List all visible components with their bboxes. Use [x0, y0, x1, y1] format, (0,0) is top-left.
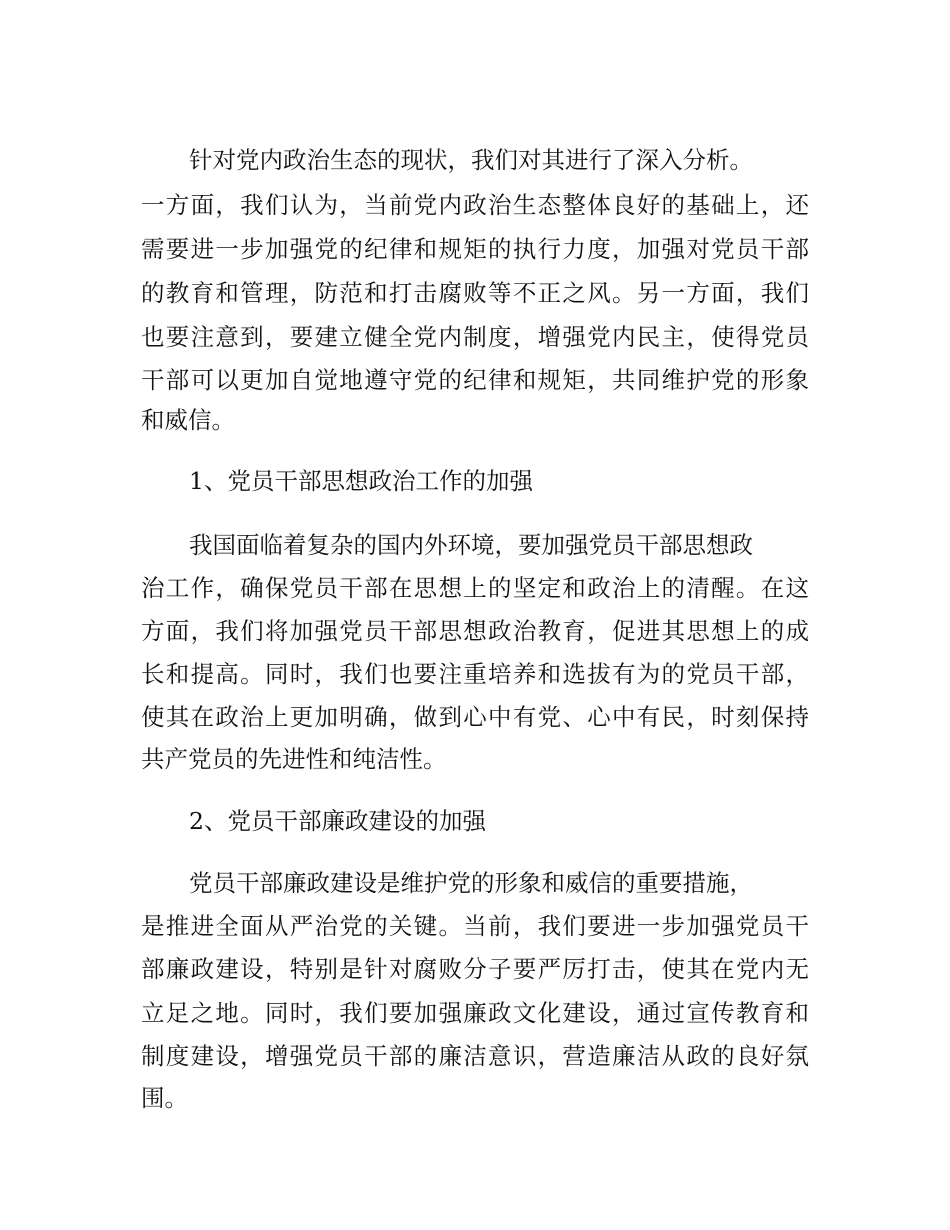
paragraph-line: 需要进一步加强党的纪律和规矩的执行力度，加强对党员干部: [141, 235, 809, 263]
paragraph-line: 我国面临着复杂的国内外环境，要加强党员干部思想政: [189, 531, 753, 559]
paragraph-line: 围。: [141, 1084, 188, 1112]
paragraph-line: 针对党内政治生态的现状，我们对其进行了深入分析。: [189, 146, 753, 174]
paragraph-line: 党员干部廉政建设是维护党的形象和威信的重要措施，: [189, 869, 753, 897]
paragraph-line: 使其在政治上更加明确，做到心中有党、心中有民，时刻保持: [141, 703, 809, 731]
paragraph-line: 制度建设，增强党员干部的廉洁意识，营造廉洁从政的良好氛: [141, 1042, 809, 1070]
paragraph-line: 是推进全面从严治党的关键。当前，我们要进一步加强党员干: [141, 912, 809, 940]
paragraph-line: 也要注意到，要建立健全党内制度，增强党内民主，使得党员: [141, 323, 809, 351]
paragraph-line: 治工作，确保党员干部在思想上的坚定和政治上的清醒。在这: [141, 574, 809, 602]
paragraph-line: 的教育和管理，防范和打击腐败等不正之风。另一方面，我们: [141, 279, 809, 307]
paragraph-line: 部廉政建设，特别是针对腐败分子要严厉打击，使其在党内无: [141, 955, 809, 983]
paragraph-line: 共产党员的先进性和纯洁性。: [141, 745, 447, 773]
section-heading-1: 1、党员干部思想政治工作的加强: [189, 467, 533, 495]
paragraph-line: 长和提高。同时，我们也要注重培养和选拔有为的党员干部，: [141, 660, 809, 688]
paragraph-line: 干部可以更加自觉地遵守党的纪律和规矩，共同维护党的形象: [141, 366, 809, 394]
paragraph-line: 和威信。: [141, 406, 235, 434]
paragraph-line: 方面，我们将加强党员干部思想政治教育，促进其思想上的成: [141, 617, 809, 645]
paragraph-line: 立足之地。同时，我们要加强廉政文化建设，通过宣传教育和: [141, 999, 809, 1027]
paragraph-line: 一方面，我们认为，当前党内政治生态整体良好的基础上，还: [141, 191, 809, 219]
section-heading-2: 2、党员干部廉政建设的加强: [189, 807, 486, 835]
